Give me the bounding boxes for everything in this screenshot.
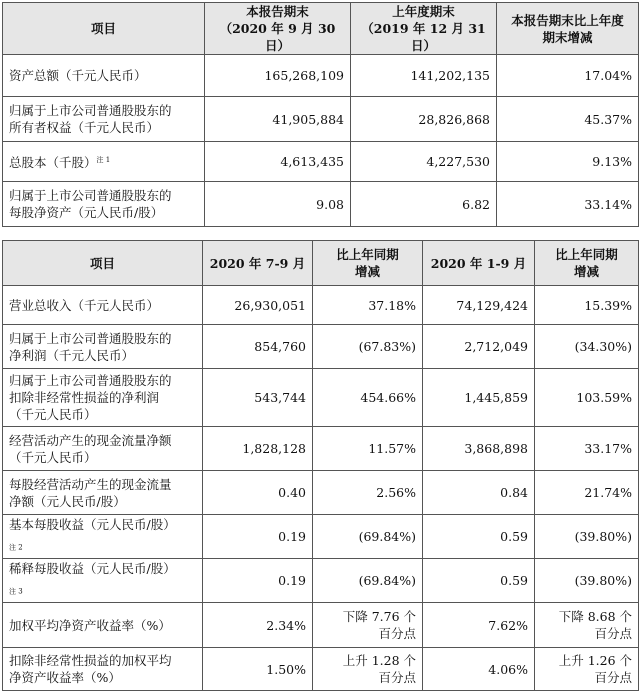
table-header-row [3,3,639,55]
footnote-marker: 注 2 [9,543,23,552]
cell-value: 0.19 [203,515,313,559]
row-label: 归属于上市公司普通股股东的 所有者权益（千元人民币） [3,97,205,142]
header-q3-change: 比上年同期 增减 [313,241,423,286]
table-header-row [3,241,639,286]
table-row [3,142,639,182]
cell-value: 下降 7.76 个 百分点 [313,603,423,648]
cell-value: 141,202,135 [351,55,497,97]
cell-value: (69.84%) [313,515,423,559]
footnote-marker: 注 1 [96,155,111,164]
table-row [3,648,639,691]
cell-value: 454.66% [313,369,423,427]
footnote-marker: 注 3 [9,587,23,596]
table-row [3,559,639,603]
cell-value: 41,905,884 [205,97,351,142]
cell-value: 33.14% [497,182,639,227]
cell-value: 9.08 [205,182,351,227]
row-label: 每股经营活动产生的现金流量 净额（元人民币/股） [3,471,203,515]
cell-value: 0.59 [423,559,535,603]
cell-value: 2,712,049 [423,325,535,369]
performance-table [2,240,639,691]
cell-value: 7.62% [423,603,535,648]
cell-value: 上升 1.26 个 百分点 [535,648,639,691]
cell-value: 4,613,435 [205,142,351,182]
table-row [3,427,639,471]
row-label: 总股本（千股）$^{注 1}$ [3,142,205,182]
cell-value: (67.83%) [313,325,423,369]
cell-value: 0.59 [423,515,535,559]
cell-value: 4,227,530 [351,142,497,182]
cell-value: 1.50% [203,648,313,691]
cell-value: 1,445,859 [423,369,535,427]
cell-value: (69.84%) [313,559,423,603]
cell-value: 1,828,128 [203,427,313,471]
cell-value: 854,760 [203,325,313,369]
table-row [3,515,639,559]
cell-value: 15.39% [535,286,639,325]
cell-value: 11.57% [313,427,423,471]
cell-value: (39.80%) [535,559,639,603]
table-row [3,369,639,427]
row-label: 基本每股收益（元人民币/股） $_{注 2}$ [3,515,203,559]
cell-value: 74,129,424 [423,286,535,325]
table-row [3,471,639,515]
cell-value: 4.06% [423,648,535,691]
header-ytd: 2020 年 1-9 月 [423,241,535,286]
cell-value: (39.80%) [535,515,639,559]
table-row [3,325,639,369]
cell-value: 28,826,868 [351,97,497,142]
table-row [3,97,639,142]
row-label: 稀释每股收益（元人民币/股） $_{注 3}$ [3,559,203,603]
cell-value: 21.74% [535,471,639,515]
row-label: 归属于上市公司普通股股东的 每股净资产（元人民币/股） [3,182,205,227]
table-row [3,603,639,648]
cell-value: 45.37% [497,97,639,142]
row-label: 归属于上市公司普通股股东的 净利润（千元人民币） [3,325,203,369]
cell-value: 0.19 [203,559,313,603]
header-q3: 2020 年 7-9 月 [203,241,313,286]
cell-value: 3,868,898 [423,427,535,471]
header-ytd-change: 比上年同期 增减 [535,241,639,286]
header-change: 本报告期末比上年度 期末增减 [497,3,639,55]
cell-value: 下降 8.68 个 百分点 [535,603,639,648]
cell-value: 17.04% [497,55,639,97]
cell-value: 33.17% [535,427,639,471]
row-label: 扣除非经常性损益的加权平均 净资产收益率（%） [3,648,203,691]
cell-value: 543,744 [203,369,313,427]
row-label: 加权平均净资产收益率（%） [3,603,203,648]
table-row [3,286,639,325]
cell-value: 9.13% [497,142,639,182]
cell-value: 0.84 [423,471,535,515]
cell-value: (34.30%) [535,325,639,369]
header-last-year-end: 上年度期末 （2019 年 12 月 31 日） [351,3,497,55]
cell-value: 165,268,109 [205,55,351,97]
cell-value: 103.59% [535,369,639,427]
header-current-period: 本报告期末 （2020 年 9 月 30 日） [205,3,351,55]
cell-value: 上升 1.28 个 百分点 [313,648,423,691]
row-label: 营业总收入（千元人民币） [3,286,203,325]
cell-value: 26,930,051 [203,286,313,325]
row-label: 经营活动产生的现金流量净额 （千元人民币） [3,427,203,471]
row-label: 资产总额（千元人民币） [3,55,205,97]
cell-value: 2.34% [203,603,313,648]
header-item: 项目 [3,3,205,55]
table-row [3,55,639,97]
cell-value: 6.82 [351,182,497,227]
cell-value: 37.18% [313,286,423,325]
cell-value: 2.56% [313,471,423,515]
balance-table [2,2,639,227]
cell-value: 0.40 [203,471,313,515]
table-row [3,182,639,227]
row-label: 归属于上市公司普通股股东的 扣除非经常性损益的净利润 （千元人民币） [3,369,203,427]
header-item: 项目 [3,241,203,286]
